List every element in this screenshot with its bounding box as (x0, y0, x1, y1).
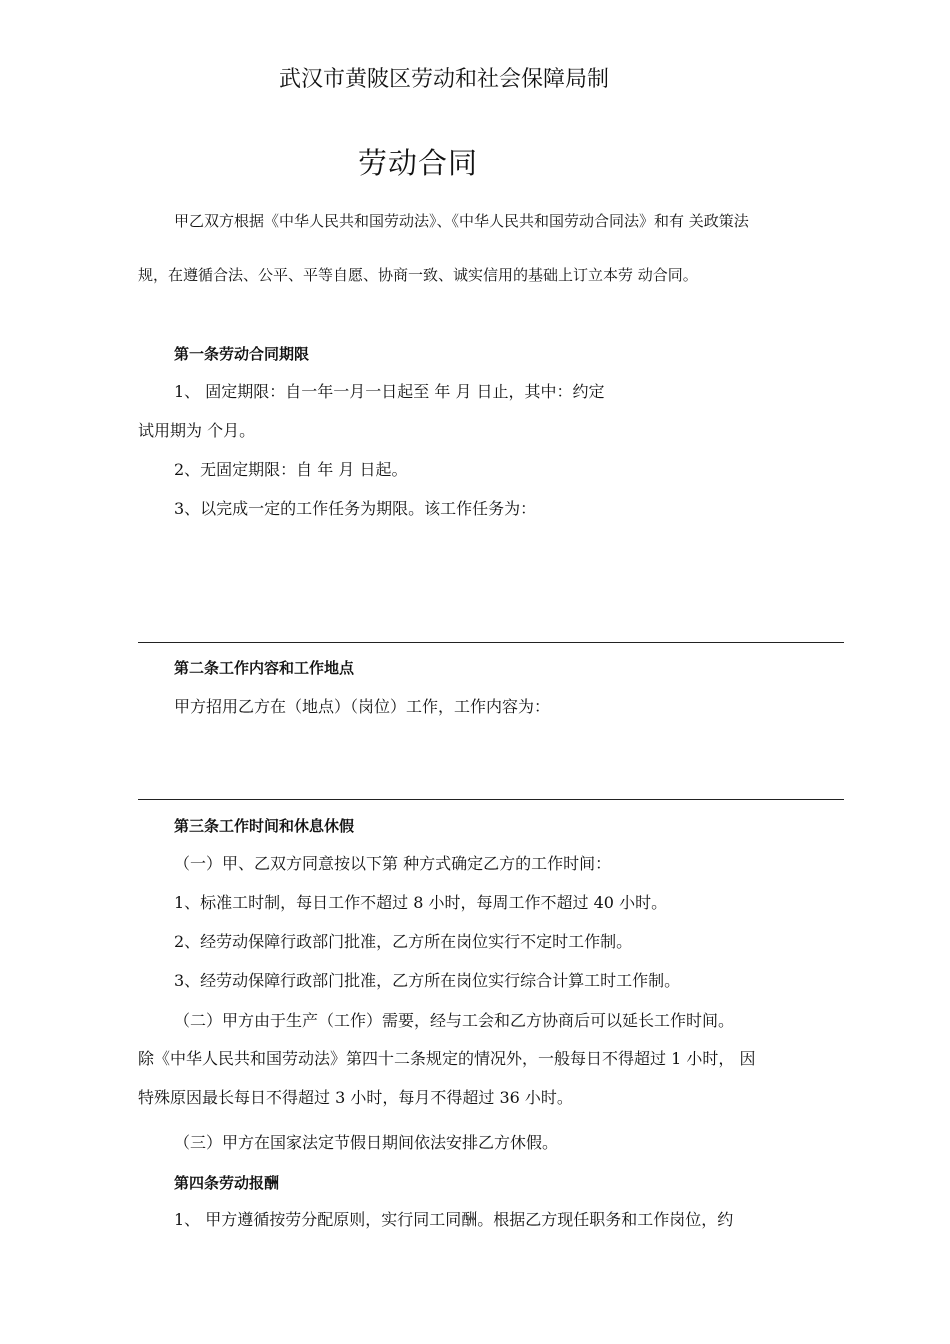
article3-item3: 3、经劳动保障行政部门批准，乙方所在岗位实行综合计算工时工作制。 (174, 971, 681, 990)
article1-heading: 第一条劳动合同期限 (174, 345, 310, 363)
article3-para3: （三）甲方在国家法定节假日期间依法安排乙方休假。 (174, 1133, 559, 1152)
article3-para2-line3: 特殊原因最长每日不得超过 3 小时，每月不得超过 36 小时。 (138, 1088, 573, 1107)
article3-para2-line1: （二）甲方由于生产（工作）需要，经与工会和乙方协商后可以延长工作时间。 (174, 1011, 735, 1030)
document-title: 劳动合同 (358, 146, 479, 180)
blank-fill-rule-2 (138, 799, 844, 800)
article3-item1: 1、标准工时制，每日工作不超过 8 小时，每周工作不超过 40 小时。 (174, 893, 668, 912)
blank-fill-rule-1 (138, 642, 844, 643)
article3-item2: 2、经劳动保障行政部门批准，乙方所在岗位实行不定时工作制。 (174, 932, 633, 951)
article1-item1-line1: 1、 固定期限：自一年一月一日起至 年 月 日止，其中：约定 (174, 382, 605, 401)
preamble-line-1: 甲乙双方根据《中华人民共和国劳动法》、《中华人民共和国劳动合同法》和有 关政策法 (174, 212, 749, 230)
article3-para2-line2: 除《中华人民共和国劳动法》第四十二条规定的情况外，一般每日不得超过 1 小时， 因 (138, 1049, 756, 1068)
article2-heading: 第二条工作内容和工作地点 (174, 659, 355, 677)
issuer-line: 武汉市黄陂区劳动和社会保障局制 (279, 67, 610, 92)
article4-heading: 第四条劳动报酬 (174, 1174, 280, 1192)
article3-heading: 第三条工作时间和休息休假 (174, 817, 355, 835)
article1-item2: 2、无固定期限：自 年 月 日起。 (174, 460, 408, 479)
article2-text: 甲方招用乙方在（地点）（岗位）工作，工作内容为： (174, 697, 551, 716)
article1-item3: 3、以完成一定的工作任务为期限。该工作任务为： (174, 499, 537, 518)
article3-para1: （一）甲、乙双方同意按以下第 种方式确定乙方的工作时间： (174, 854, 612, 873)
preamble-line-2: 规，在遵循合法、公平、平等自愿、协商一致、诚实信用的基础上订立本劳 动合同。 (138, 266, 698, 284)
article4-item1: 1、 甲方遵循按劳分配原则，实行同工同酬。根据乙方现任职务和工作岗位，约 (174, 1210, 734, 1229)
article1-item1-line2: 试用期为 个月。 (138, 421, 256, 440)
